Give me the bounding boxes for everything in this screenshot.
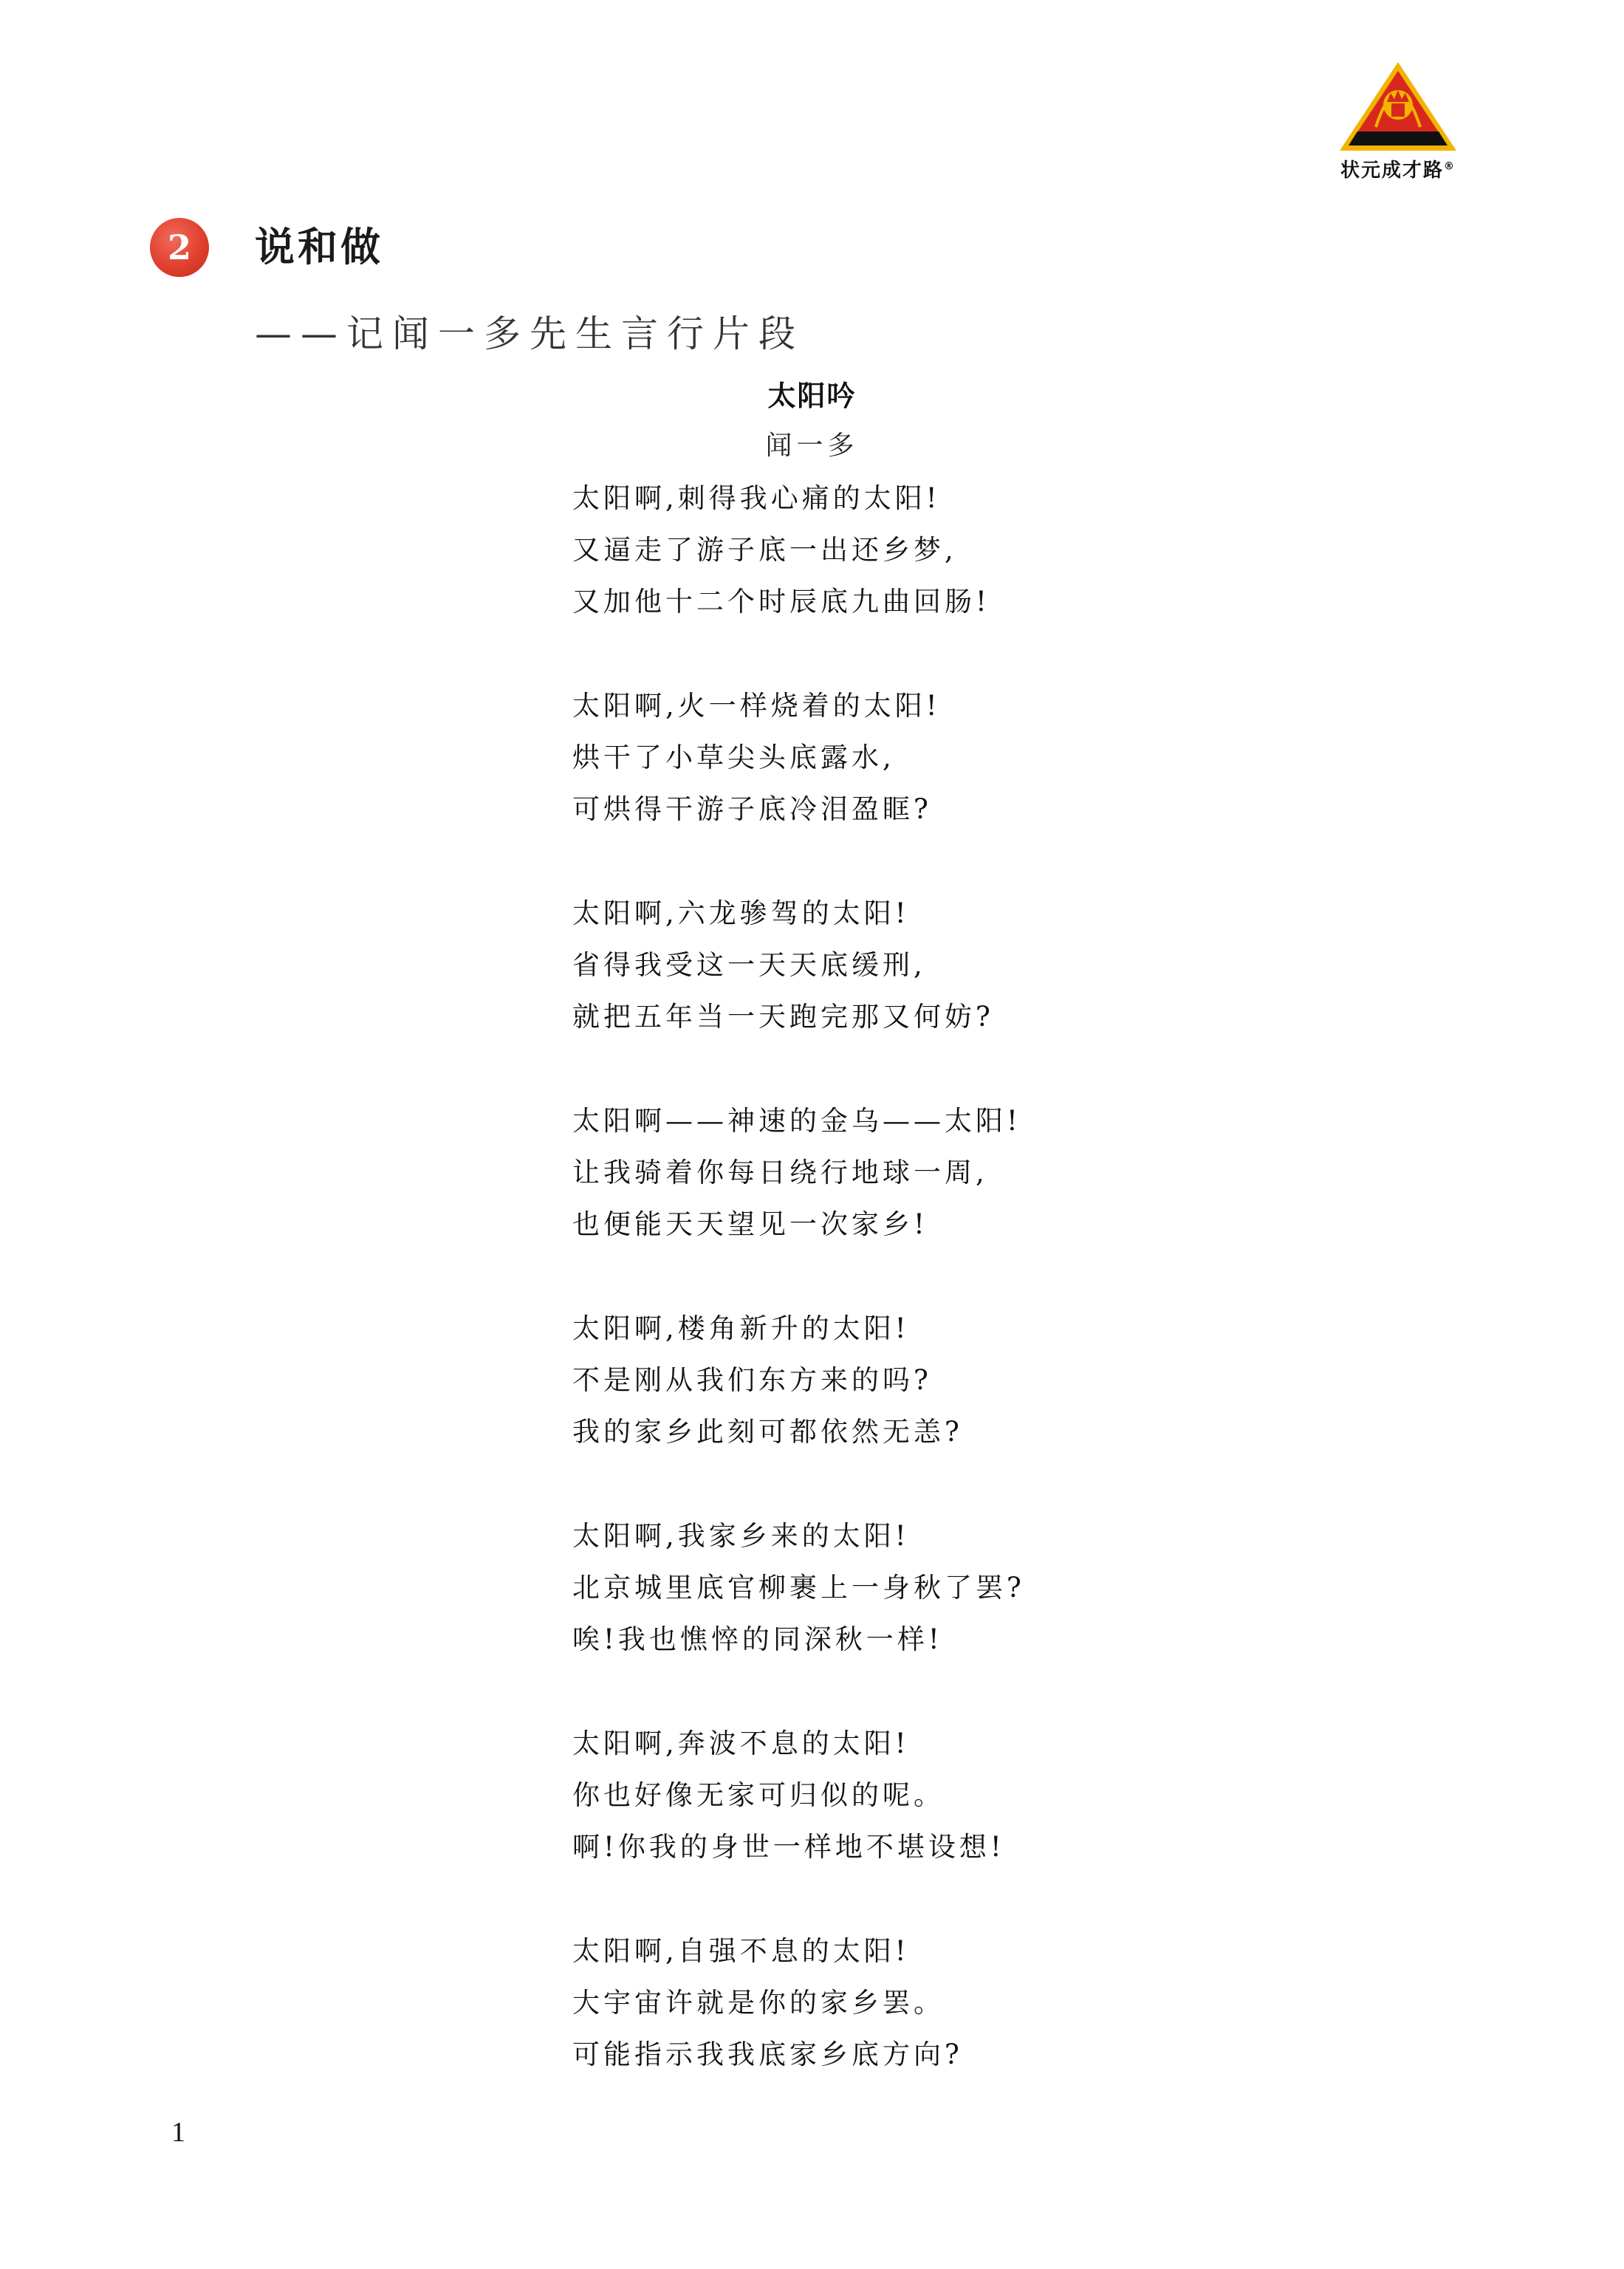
poem-author: 闻一多: [765, 431, 859, 461]
poem-line: 太阳啊,我家乡来的太阳!: [572, 1520, 910, 1552]
poem-line: 让我骑着你每日绕行地球一周,: [572, 1157, 988, 1188]
poem-line: 也便能天天望见一次家乡!: [572, 1208, 928, 1240]
poem-line: 太阳啊,自强不息的太阳!: [572, 1935, 910, 1967]
poem-line: 太阳啊,刺得我心痛的太阳!: [572, 482, 941, 514]
poem-line: 烘干了小草尖头底露水,: [572, 742, 895, 773]
poem-title: 太阳吟: [767, 380, 857, 412]
poem-line: 不是刚从我们东方来的吗?: [572, 1364, 932, 1396]
poem-line: 太阳啊——神速的金乌——太阳!: [572, 1105, 1021, 1137]
stanza: [572, 1926, 1311, 2081]
poem-line: 啊!你我的身世一样地不堪设想!: [572, 1831, 1005, 1863]
page-number: 1: [171, 2117, 185, 2148]
lesson-title: 说和做: [255, 224, 383, 270]
publisher-logo: [1335, 59, 1461, 185]
stanza: [572, 680, 1311, 835]
stanza: [572, 888, 1311, 1043]
poem-line: 太阳啊,火一样烧着的太阳!: [572, 690, 941, 722]
triangle-crown-logo-icon: [1335, 59, 1461, 155]
poem-line: 太阳啊,奔波不息的太阳!: [572, 1728, 910, 1759]
poem-line: 可烘得干游子底冷泪盈眶?: [572, 793, 932, 825]
poem-line: 又加他十二个时辰底九曲回肠!: [572, 586, 990, 617]
poem-line: 又逼走了游子底一出还乡梦,: [572, 534, 957, 566]
poem-line: 北京城里底官柳裹上一身秋了罢?: [572, 1572, 1025, 1604]
stanza: [572, 1095, 1311, 1250]
poem-line: 太阳啊,楼角新升的太阳!: [572, 1313, 910, 1344]
stanza: [572, 1303, 1311, 1458]
poem-line: 就把五年当一天跑完那又何妨?: [572, 1001, 994, 1033]
poem-body: [572, 473, 1311, 2133]
poem-line: 可能指示我我底家乡底方向?: [572, 2039, 963, 2070]
registered-mark: ®: [1444, 160, 1456, 173]
poem-line: 唉!我也憔悴的同深秋一样!: [572, 1623, 943, 1655]
lesson-subtitle: ——记闻一多先生言行片段: [255, 312, 804, 355]
poem-line: 大宇宙许就是你的家乡罢。: [572, 1987, 945, 2019]
stanza: [572, 473, 1311, 628]
poem-line: 省得我受这一天天底缓刑,: [572, 949, 926, 981]
logo-text: 状元成才路®: [1340, 160, 1456, 182]
lesson-number-badge: 2: [150, 218, 209, 277]
stanza: [572, 1510, 1311, 1666]
poem-line: 太阳啊,六龙骖驾的太阳!: [572, 897, 910, 929]
poem-line: 我的家乡此刻可都依然无恙?: [572, 1416, 963, 1448]
poem-line: 你也好像无家可归似的呢。: [572, 1779, 945, 1811]
stanza: [572, 1718, 1311, 1873]
